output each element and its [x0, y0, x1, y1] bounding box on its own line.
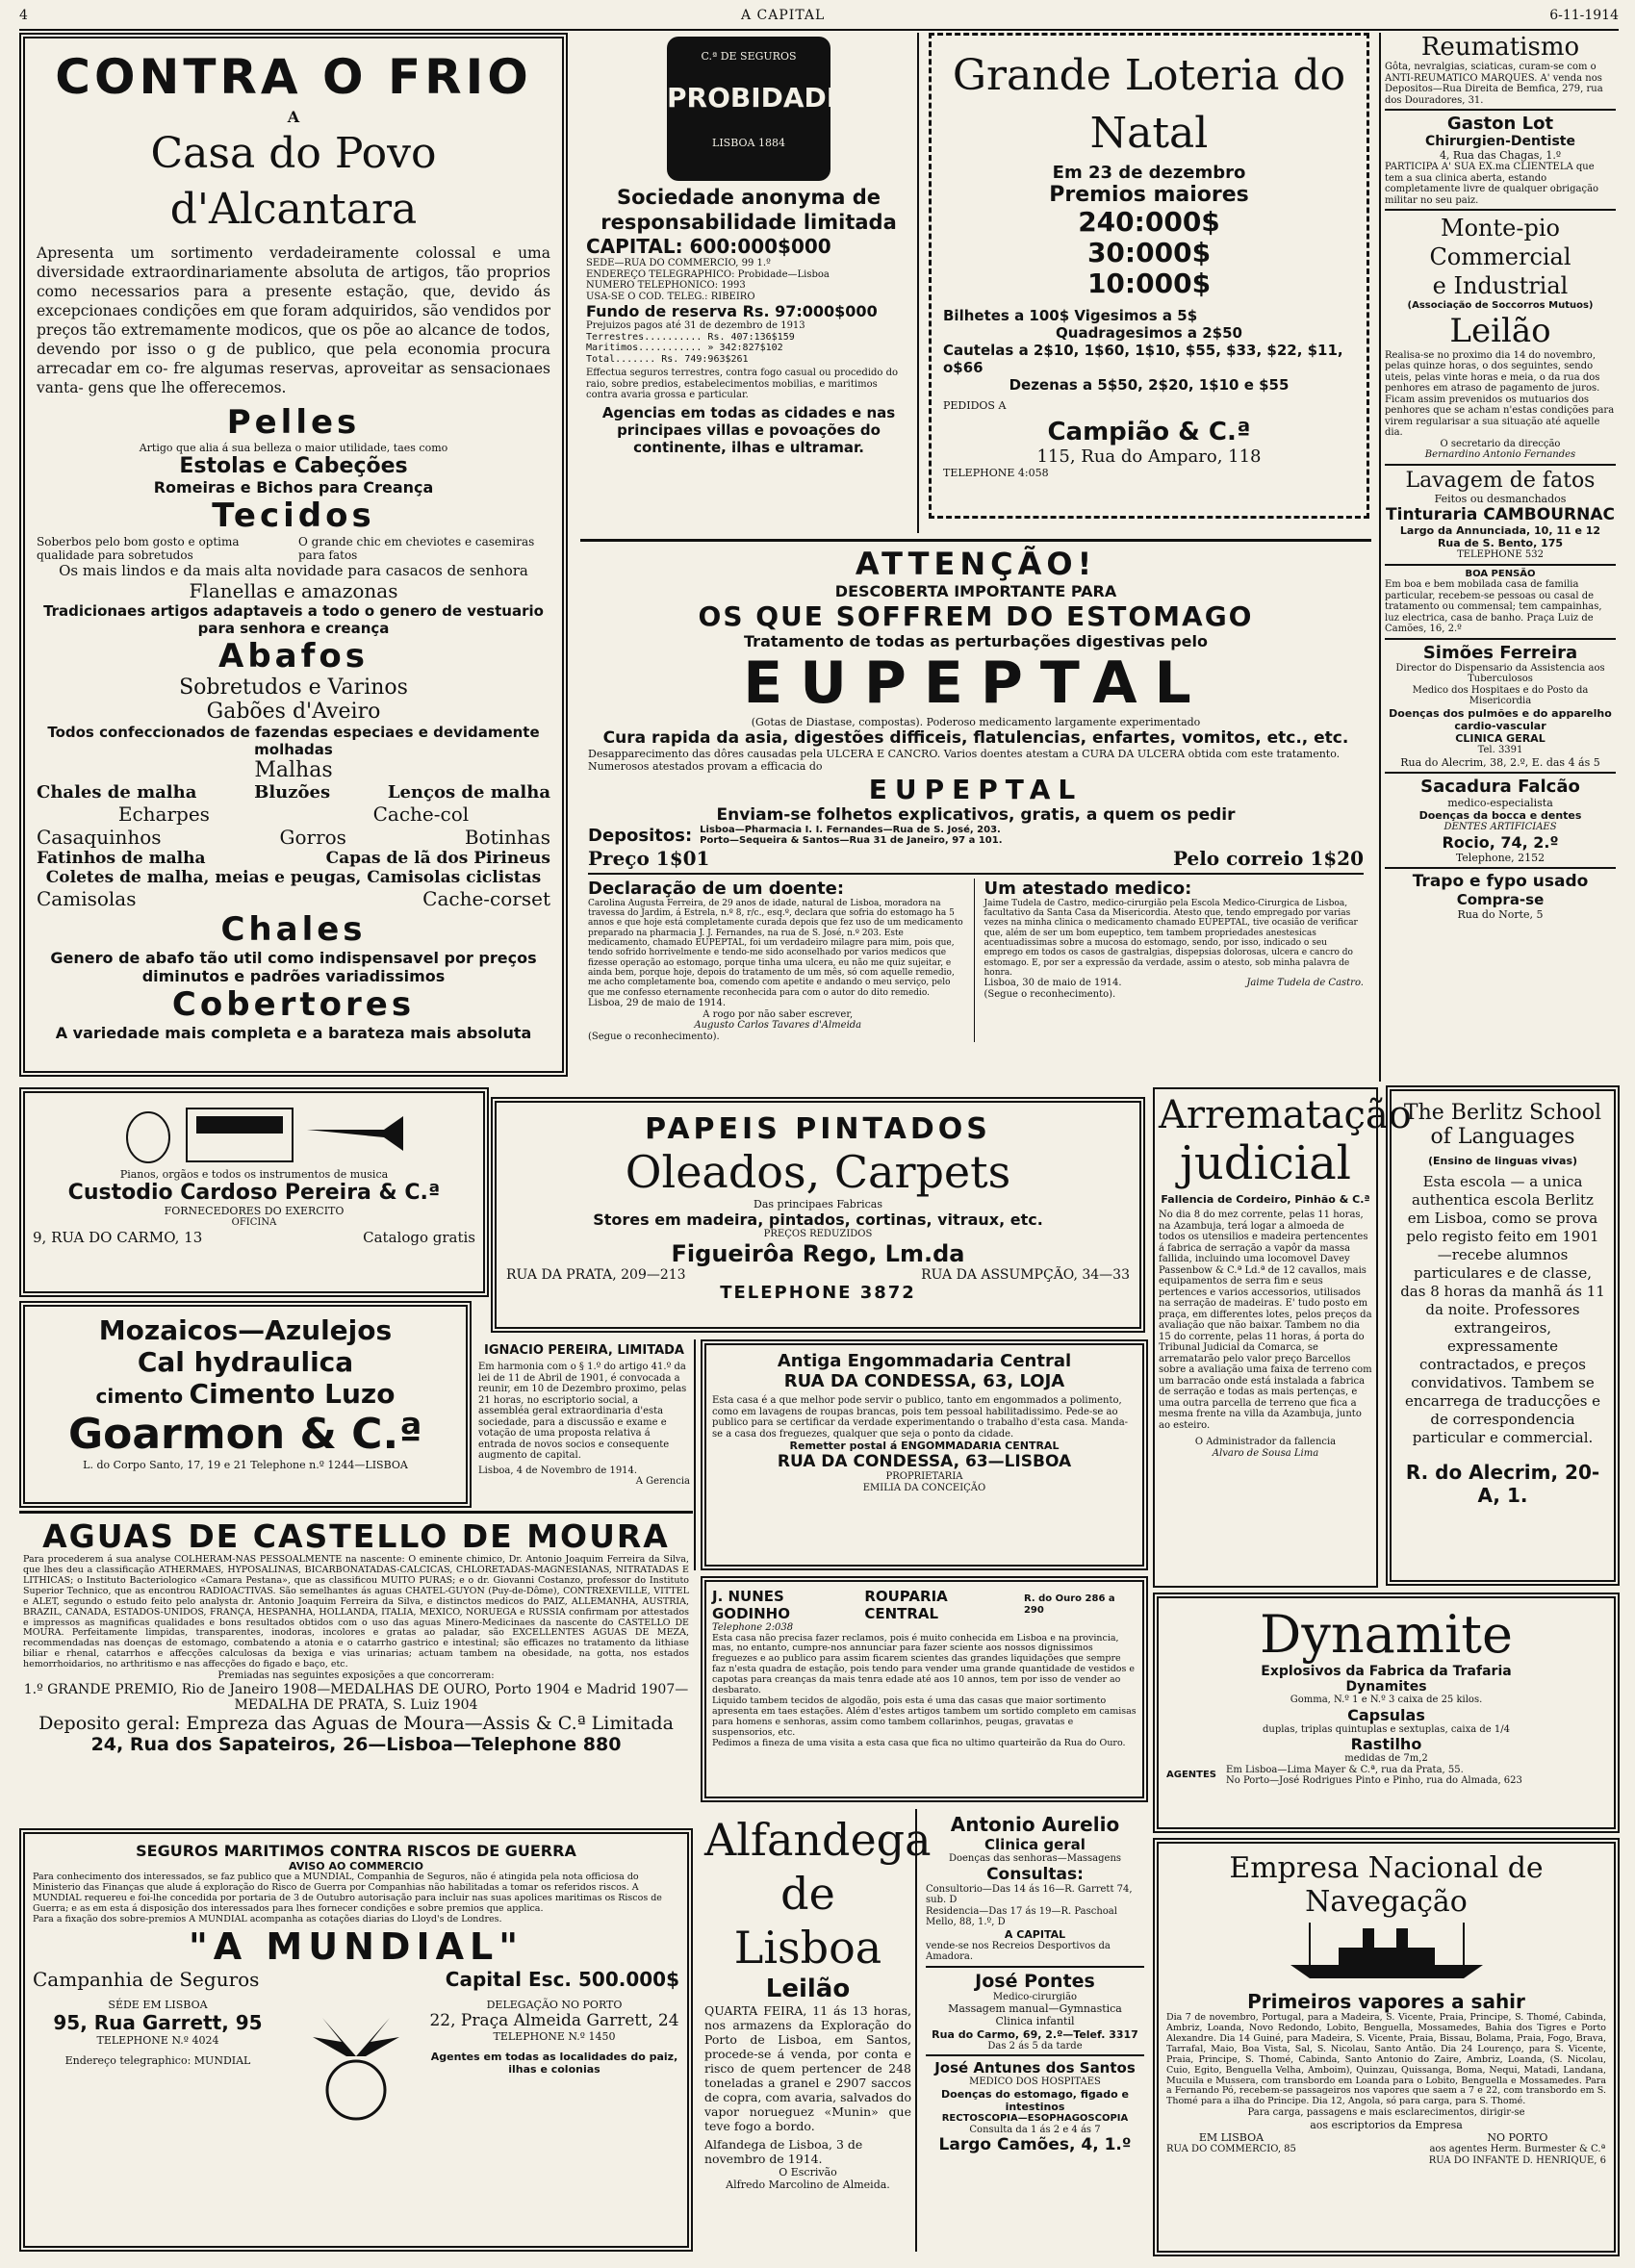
- loteria-bilhetes: Bilhetes a 100$ Vigesimos a 5$: [943, 307, 1198, 324]
- papeis-precos: PREÇOS REDUZIDOS: [763, 1229, 873, 1240]
- probidade-agencias: Agencias em todas as cidades e nas principaes villas e povoações do continente, ilhas e ultramar.: [601, 403, 896, 456]
- santos-horas: Consulta da 1 ás 2 e 4 ás 7: [969, 2124, 1101, 2135]
- mundial-sede: SÉDE EM LISBOA: [108, 1998, 208, 2011]
- dynamite-capsulas-sub: duplas, triplas quintuplas e sextuplas, caixa de 1/4: [1262, 1723, 1510, 1735]
- berlitz-title-1: The Berlitz School: [1403, 1101, 1602, 1125]
- casa-povo-name: Casa do Povo d'Alcantara: [150, 129, 437, 234]
- malha-item: Botinhas: [464, 826, 550, 850]
- pensao-text: Em boa e bem mobilada casa de familia particular, recebem-se pessoas ou casal de tratamento ou commensal; tem campainhas, luz electrica, casa de banho. Praça Luiz de Camões, 16, 2.º: [1385, 579, 1602, 635]
- atestado-text: Jaime Tudela de Castro, medico-cirurgião pela Escola Medico-Cirurgica de Lisboa, facultativo da Santa Casa da Misericordia. Atesto que, tendo empregado por varias vezes na minha clinica o medicamento chamado EUPEPTAL, tive ocasião de verificar que, além de ser um bom eupeptico, tem tambem propriedades anestesicas acentuadissimas sobre a mucosa do estomago, sendo, por isso, indicado o seu emprego em todos os casos de gastralgias, dispepsias dolorosas, ulcera e cancro do estomago. E, por ser a expressão da verdade, assim o atesto, sob minha palavra de honra.: [984, 898, 1358, 978]
- papeis-oleados: Oleados, Carpets: [625, 1146, 1011, 1198]
- aguas-premiadas: Premiadas nas seguintes exposições a que concorreram:: [217, 1670, 495, 1682]
- nunes-text: Esta casa não precisa fazer reclamos, pois é muito conhecida em Lisboa e na provincia, mas, no entanto, cumpre-nos annunciar para fazer sciente aos nossos dignissimos freguezes e ao publico para assim ficarem scientes das grandes liquidações que sempre faz n'esta quadra de estação, pois tendo para vender uma grande quantidade de vestidos e capotas para creanças da mais tenra edade até aos 10 annos, tem por isso de vender ao desbarato.: [712, 1632, 1136, 1696]
- arrematacao-title-1: Arrematação: [1159, 1093, 1412, 1137]
- dynamite-agent-1: Em Lisboa—Lima Mayer & C.ª, rua da Prata, 55.: [1226, 1764, 1464, 1775]
- instruments-illustration: [33, 1101, 475, 1168]
- malha-item: Echarpes: [117, 803, 210, 827]
- atestado-date: Lisboa, 30 de maio de 1914.: [984, 978, 1122, 989]
- dynamite-dynamites: Dynamites: [1345, 1679, 1427, 1695]
- atestado-title: Um atestado medico:: [984, 878, 1192, 899]
- navegacao-primeiros: Primeiros vapores a sahir: [1247, 1990, 1525, 2013]
- loteria-morada: 115, Rua do Amparo, 118: [1036, 446, 1262, 468]
- malha-item: Fatinhos de malha: [37, 849, 206, 869]
- page-header: [19, 6, 1619, 31]
- estolas: Estolas e Cabeções: [179, 454, 408, 479]
- sacadura-title: Sacadura Falcão: [1420, 777, 1580, 797]
- probidade-maritimos: Maritimos........... » 342:827$102: [586, 343, 783, 353]
- declaracao-text: Carolina Augusta Ferreira, de 29 anos de idade, natural de Lisboa, moradora na travessa do Jardim, á Estrela, n.º 8, r/c., esq.º, declara que sofria do estomago ha 5 annos e que hoje está completamente curada depois que fez uso de um medicamento preparado na pharmacia J. J. Fernandes, na rua de S. José, n.º 203. Este medicamento, chamado EUPEPTAL, foi um verdadeiro milagre para mim, pois que, tendo sofrido horrivelmente e tendo-me sido aconselhado por varios medicos que fizesse operação ao estomago, porque tinha uma ulcera, eu não me quiz sujeitar, e ainda bem, porque hoje, depois do tratamento de um mês, só com aquelle remedio, me acho completamente boa, comendo com apetite e andando o meu serviço, pelo que me confesso eternamente reconhecida para com o autor do dito remedio.: [588, 898, 963, 998]
- aurelio-doencas: Doenças das senhoras—Massagens: [948, 1853, 1122, 1864]
- aurelio-cons-1: Consultorio—Das 14 ás 16—R. Garrett 74, sub. D: [926, 1883, 1133, 1905]
- eupeptal-enviam: Enviam-se folhetos explicativos, gratis, a quem os pedir: [716, 804, 1236, 825]
- custodio-catalogo: Catalogo gratis: [363, 1228, 475, 1246]
- probidade-ad: [580, 33, 919, 533]
- descoberta: DESCOBERTA IMPORTANTE PARA: [834, 582, 1117, 600]
- mozaicos-line-2: Cal hydraulica: [137, 1346, 354, 1378]
- navegacao-lisboa: EM LISBOA: [1198, 2130, 1265, 2144]
- probidade-total: Total....... Rs. 749:963$261: [586, 353, 749, 365]
- leilao-title: Leilão: [1449, 311, 1551, 350]
- gaston-text: PARTICIPA A' SUA EX.ma CLIENTELA que tem a sua clinica aberta, estando completamente livre de qualquer obrigação militar no seu paiz.: [1385, 162, 1599, 206]
- malha-item: Coletes de malha, meias e peugas, Camisolas ciclistas: [45, 868, 542, 888]
- malha-item: Cache-corset: [422, 887, 550, 911]
- mundial-ad: [19, 1828, 693, 2252]
- gaston-addr: 4, Rua das Chagas, 1.º: [1439, 149, 1562, 162]
- mundial-porto-addr: 22, Praça Almeida Garrett, 24: [429, 2010, 679, 2030]
- alfandega-nome: Alfredo Marcolino de Almeida.: [726, 2179, 890, 2192]
- probidade-prejuizos: Prejuizos pagos até 31 de dezembro de 1913: [586, 320, 805, 331]
- dynamite-ad: [1153, 1593, 1620, 1833]
- custodio-line1: Pianos, orgãos e todos os instrumentos de musica: [119, 1168, 389, 1181]
- mundial-porto-tel: TELEPHONE N.º 1450: [493, 2029, 616, 2043]
- eupeptal-name: EUPEPTAL: [743, 650, 1209, 717]
- custodio-name: Custodio Cardoso Pereira & C.ª: [67, 1181, 441, 1206]
- probidade-telefone: NUMERO TELEPHONICO: 1993: [586, 280, 746, 291]
- tecidos-heading: Tecidos: [212, 497, 375, 536]
- pensao-title: BOA PENSÃO: [1465, 568, 1536, 579]
- alfandega-date: Alfandega de Lisboa, 3 de novembro de 1914.: [704, 2137, 863, 2166]
- ignacio-gerencia: A Gerencia: [635, 1476, 690, 1487]
- engommadaria-nome: EMILIA DA CONCEIÇÃO: [862, 1482, 986, 1493]
- os-que-soffrem: OS QUE SOFFREM DO ESTOMAGO: [698, 600, 1254, 632]
- mundial-porto: DELEGAÇÃO NO PORTO: [486, 1998, 623, 2011]
- aguas-title: AGUAS DE CASTELLO DE MOURA: [42, 1517, 670, 1555]
- papeis-addr-2: RUA DA ASSUMPÇÃO, 34—33: [921, 1266, 1130, 1283]
- confeccionados: Todos confeccionados de fazendas especiaes e devidamente molhadas: [47, 724, 540, 759]
- aguas-text: Para procederem á sua analyse COLHERAM-NAS PESSOALMENTE na nascente: O eminente chimico, Dr. Antonio Joaquim Ferreira da Silva, que lhes deu a classificação ATHERMAES, HYPOSALINAS, BICARBONATADAS-CALCICAS, CHLORETADAS-MAGNESIANAS, NITRATADAS E LITHICAS; o Instituto Bacteriologico «Camara Pestana», que as classificou MUITO PURAS; e o dr. Giovanni Costanzo, professor do Instituto Superior Technico, que as encontrou RADIOACTIVAS. São semelhantes ás aguas CHATEL-GUYON (Puy-de-Dôme), CONTREXEVILLE, VITTEL e ALET, segundo o estudo feito pelo analysta dr. Antonio Joaquim Ferreira da Silva, e distinctos medicos do PAIZ, ALLEMANHA, AUSTRIA, BRAZIL, CANADA, ESTADOS-UNIDOS, FRANÇA, HESPANHA, HOLLANDA, ITALIA, MEXICO, NORUEGA e RUSSIA confirmam por attestados e impressos as magnificas qualidades e bons resultados obtidos com o uso das aguas Minero-Medicinaes da nascente do CASTELLO DE MOURA. Perfeitamente limpidas, transparentes, inodoras, incolores e gratas ao paladar, são EXCELLENTES AGUAS DE MEZA, recommendadas nas doenças de estomago, combatendo a atonia e o catarrho gastrico e intestinal; são efficazes no tratamento da lithiase biliar e rhenal, catarrhos e affecções calculosas da bexiga e vias urinarias; actuam tambem na obesidade, na gotta, nos estados hemorrhoidarios, no arthritismo e nas affecções do figado e baço, etc.: [23, 1554, 689, 1670]
- papeis-tel: TELEPHONE 3872: [720, 1282, 916, 1303]
- casa-povo-intro: Apresenta um sortimento verdadeiramente colossal e uma diversidade extraordinariamente absoluta de artigos, tão proprios como necessarios para a presente estação, que, devido ás excepcionaes condições em que foram adquiridos, são vendidos por preços tão extremamente modicos, que os põe ao alcance de todos, devendo por isso o g de publico, que pela economia procura arrecadar em co- fre algumas reservas, aproveitar as sensacionaes vanta- gens que lhe offerecemos.: [37, 244, 550, 396]
- mozaicos-cimento-luzo: Cimento Luzo: [189, 1378, 396, 1410]
- papeis-figueiroa: Figueirôa Rego, Lm.da: [671, 1239, 965, 1267]
- dynamite-title: Dynamite: [1260, 1604, 1513, 1665]
- alfandega-esc: O Escrivão: [779, 2166, 837, 2179]
- flanellas: Flanellas e amazonas: [189, 579, 398, 603]
- pontes-text: Massagem manual—Gymnastica: [948, 2002, 1122, 2016]
- mundial-aviso: AVISO AO COMMERCIO: [289, 1860, 423, 1873]
- alfandega-ad: [701, 1809, 932, 2252]
- simoes-text-1: Director do Dispensario da Assistencia aos Tuberculosos: [1395, 662, 1605, 685]
- right-column: [1379, 33, 1620, 1082]
- pontes-horas: Das 2 ás 5 da tarde: [987, 2040, 1083, 2051]
- premio-1: 240:000$: [1078, 206, 1220, 238]
- mozaicos-line-1: Mozaicos—Azulejos: [98, 1314, 393, 1346]
- badge-top-text: C.ª DE SEGUROS: [701, 50, 797, 63]
- engommadaria-prop: PROPRIETARIA: [885, 1471, 963, 1483]
- papeis-fabricas: Das principaes Fabricas: [754, 1198, 882, 1210]
- declaracao-seg: (Segue o reconhecimento).: [588, 1031, 720, 1042]
- gaboes: Gabões d'Aveiro: [206, 700, 381, 725]
- page-date: 6-11-1914: [1549, 8, 1619, 23]
- engommadaria-addr: RUA DA CONDESSA, 63, LOJA: [783, 1371, 1065, 1391]
- probidade-fundo: Fundo de reserva Rs. 97:000$000: [586, 302, 878, 320]
- aurelio-sub: Clinica geral: [984, 1836, 1086, 1853]
- mozaicos-ad: [19, 1301, 472, 1508]
- simoes-addr: Rua do Alecrim, 38, 2.º, E. das 4 ás 5: [1400, 755, 1600, 769]
- eupeptal-name-2: EUPEPTAL: [868, 773, 1084, 805]
- simoes-title: Simões Ferreira: [1422, 642, 1578, 663]
- loteria-telefone: TELEPHONE 4:058: [943, 467, 1049, 480]
- aguas-dep-addr: 24, Rua dos Sapateiros, 26—Lisboa—Telephone 880: [90, 1733, 622, 1755]
- montepio-title-1: Monte-pio Commercial: [1429, 215, 1571, 271]
- declaracao-title: Declaração de um doente:: [588, 878, 845, 899]
- ignacio-text: Em harmonia com o § 1.º do artigo 41.º da lei de 11 de Abril de 1901, é convocada a reunir, em 10 de Dezembro proximo, pelas 21 horas, no escriptorio social, a assembléa geral extraordinaria d'esta sociedade, para a discussão e exame e votação de uma proposta relativa á entrada de novos socios e consequente augmento de capital.: [478, 1362, 687, 1461]
- montepio-title-2: e Industrial: [1432, 272, 1569, 300]
- leilao-sec: O secretario da direcção: [1440, 438, 1561, 449]
- papeis-stores: Stores em madeira, pintados, cortinas, vitraux, etc.: [593, 1210, 1043, 1230]
- simoes-clinica: CLINICA GERAL: [1455, 732, 1546, 746]
- navegacao-lis-addr: RUA DO COMMERCIO, 85: [1166, 2144, 1296, 2155]
- engommadaria-addr-2: RUA DA CONDESSA, 63—LISBOA: [777, 1452, 1072, 1472]
- reumatismo-title: Reumatismo: [1420, 33, 1580, 62]
- mundial-company: Campanhia de Seguros: [33, 1967, 260, 1991]
- eupeptal-preco: Preço 1$01: [588, 846, 710, 870]
- probidade-title: Sociedade anonyma de responsabilidade limitada: [600, 186, 897, 234]
- probidade-seguros: Effectua seguros terrestres, contra fogo casual ou procedido do raio, sobre predios, estabelecimentos mobilias, e maritimos contra avaria grossa e particular.: [586, 368, 899, 400]
- gaston-title: Gaston Lot: [1446, 114, 1554, 134]
- tint-tel: TELEPHONE 532: [1457, 549, 1544, 561]
- sacadura-tel: Telephone, 2152: [1455, 851, 1546, 864]
- steamship-icon: [1166, 1919, 1606, 1990]
- montepio-sub: (Associação de Soccorros Mutuos): [1407, 300, 1594, 312]
- nunes-ad: [701, 1576, 1148, 1802]
- papeis-addr-1: RUA DA PRATA, 209—213: [506, 1266, 686, 1283]
- contra-frio-headline: CONTRA O FRIO: [55, 49, 532, 105]
- nunes-text-3: Pedimos a fineza de uma visita a esta casa que fica no ultimo quarteirão da Rua do Ouro.: [712, 1737, 1126, 1748]
- simoes-tel: Tel. 3391: [1477, 745, 1523, 756]
- premio-3: 10:000$: [1086, 268, 1212, 299]
- probidade-sede: SEDE—RUA DO COMMERCIO, 99 1.º: [586, 258, 771, 268]
- santos-sub: MEDICO DOS HOSPITAES: [969, 2077, 1101, 2088]
- alfandega-leilao: Leilão: [765, 1975, 851, 2003]
- nunes-addr: R. do Ouro 286 a 290: [1023, 1593, 1115, 1616]
- loteria-quadra: Quadragesimos a 2$50: [1056, 324, 1242, 342]
- tint-addr-2: Rua de S. Bento, 175: [1437, 537, 1564, 550]
- mundial-name: "A MUNDIAL": [188, 1924, 524, 1968]
- probidade-badge: [667, 37, 845, 181]
- eupeptal-dep-2: Porto—Sequeira & Santos—Rua 31 de Janeiro, 97 a 101.: [700, 835, 1003, 847]
- loteria-title: Grande Loteria do Natal: [952, 51, 1346, 158]
- malha-item: Cache-col: [372, 803, 470, 827]
- capital-venda-title: A CAPITAL: [1004, 1927, 1066, 1941]
- headline-a: A: [287, 108, 300, 126]
- pontes-clinica: Clinica infantil: [995, 2015, 1075, 2028]
- sacadura-sub: medico-especialista: [1447, 797, 1553, 809]
- aurelio-cons-2: Residencia—Das 17 ás 19—R. Paschoal Mello, 88, 1.º, D: [926, 1905, 1117, 1927]
- lavagem-title: Lavagem de fatos: [1405, 468, 1596, 493]
- nunes-name: J. NUNES GODINHO: [712, 1588, 790, 1622]
- mundial-capital: Capital Esc. 500.000$: [445, 1967, 679, 1991]
- badge-name: PROBIDADE: [667, 82, 845, 115]
- pontes-addr: Rua do Carmo, 69, 2.º—Telef. 3317: [932, 2027, 1138, 2041]
- premio-2: 30:000$: [1086, 237, 1212, 268]
- gaston-sub: Chirurgien-Dentiste: [1424, 134, 1575, 149]
- dynamite-capsulas: Capsulas: [1347, 1705, 1425, 1724]
- casa-povo-ad: [19, 33, 568, 1077]
- aurelio-consultas: Consultas:: [986, 1864, 1084, 1884]
- ignacio-title: IGNACIO PEREIRA, LIMITADA: [484, 1343, 684, 1358]
- dynamite-rastilho: Rastilho: [1350, 1735, 1422, 1753]
- aurelio-name: Antonio Aurelio: [950, 1813, 1120, 1836]
- mundial-text: Para conhecimento dos interessados, se faz publico que a MUNDIAL, Companhia de Seguros, não é atingida pela nota officiosa do Ministerio das Finanças que alude á exploração do Risco de Guerra por Companhias não habilitadas a tomar os referidos riscos. A MUNDIAL requereu e foi-lhe concedida por portaria de 3 de Outubro autorisação para incluir nas suas apolices maritimas os Riscos de Guerra; e as em esta á disposição dos interessados para lhes fornecer condições e sobre premios que applica.: [33, 1872, 662, 1914]
- malha-item: Camisolas: [37, 887, 137, 911]
- probidade-terrestres: Terrestres.......... Rs. 407:136$159: [586, 331, 795, 343]
- navegacao-porto: NO PORTO: [1487, 2130, 1548, 2144]
- capital-venda-text: vende-se nos Recreios Desportivos da Amadora.: [926, 1940, 1111, 1963]
- malhas: Malhas: [254, 758, 333, 783]
- malha-item: Capas de lã dos Pirineus: [325, 849, 550, 869]
- atestado-seg: (Segue o reconhecimento).: [984, 988, 1116, 1000]
- navegacao-title: Empresa Nacional de Navegação: [1229, 1851, 1544, 1919]
- arrematacao-nome: Alvaro de Sousa Lima: [1212, 1447, 1319, 1459]
- trapo-title: Trapo e fypo usado: [1412, 872, 1589, 892]
- nunes-tel: Telephone 2:038: [712, 1622, 794, 1633]
- sobretudos: Sobretudos e Varinos: [179, 675, 408, 701]
- engommadaria-remeter: Remetter postal á ENGOMMADARIA CENTRAL: [789, 1440, 1060, 1452]
- pontes-sub: Medico-cirurgião: [992, 1991, 1078, 2002]
- eupeptal-correio: Pelo correio 1$20: [1172, 846, 1364, 870]
- mundial-sede-tel: TELEPHONE N.º 4024: [96, 2033, 219, 2047]
- tecidos-right: O grande chic em cheviotes e casemiras para fatos: [298, 535, 535, 563]
- santos-rectoscopia: RECTOSCOPIA—ESOPHAGOSCOPIA: [941, 2113, 1129, 2125]
- dynamite-agentes: AGENTES: [1166, 1770, 1217, 1781]
- papeis-ad: [491, 1097, 1145, 1333]
- tecidos-left: Soberbos pelo bom gosto e optima qualidade para sobretudos: [37, 535, 240, 563]
- attencao-heading: ATTENÇÃO!: [855, 546, 1097, 582]
- leilao-text: Realisa-se no proximo dia 14 do novembro, pelas quinze horas, o dos seguintes, sendo uteis, pelas vinte horas e meia, o da rua dos penhores em atraso de pagamento de juros. Ficam assim prevenidos os mutuarios dos penhores que se acham n'estas condições para virem regularisar a sua situação até aquelle dia.: [1385, 349, 1615, 439]
- arrematacao-title-2: judicial: [1179, 1136, 1352, 1190]
- atestado-sign: Jaime Tudela de Castro.: [1246, 978, 1364, 989]
- engommadaria-ad: [701, 1339, 1148, 1570]
- reumatismo-text: Gôta, nevralgias, sciaticas, curam-se com o ANTI-REUMATICO MARQUES. A' venda nos Depositos—Rua Direita de Bemfica, 279, rua dos Douradores, 31.: [1385, 62, 1603, 106]
- dynamite-agent-2: No Porto—José Rodrigues Pinto e Pinho, rua do Almada, 623: [1226, 1775, 1522, 1786]
- tint-addr-1: Largo da Annunciada, 10, 11 e 12: [1399, 523, 1601, 537]
- arrematacao-adm: O Administrador da fallencia: [1194, 1437, 1337, 1448]
- probidade-capital: CAPITAL: 600:000$000: [586, 235, 831, 258]
- chales-sub: Genero de abafo tão util como indispensavel por preços diminutos e padrões variadissimos: [50, 949, 537, 986]
- berlitz-addr: R. do Alecrim, 20-A, 1.: [1405, 1461, 1600, 1508]
- santos-addr: Largo Camões, 4, 1.º: [938, 2135, 1132, 2155]
- malha-item: Chales de malha: [37, 782, 197, 803]
- nunes-text-2: Liquido tambem tecidos de algodão, pois esta é uma das casas que maior sortimento apresenta em taes estações. Além d'estes artigos tambem um sortido completo em camisas para homens e senhoras, assim como tambem collarinhos, peugas, gravatas e suspensorios, etc.: [712, 1695, 1137, 1738]
- mozaicos-name: Goarmon & C.ª: [68, 1410, 422, 1459]
- loteria-date: Em 23 de dezembro: [1052, 163, 1246, 183]
- page-number: 4: [19, 8, 28, 23]
- dynamite-medidas: medidas de 7m,2: [1344, 1753, 1428, 1764]
- trapo-sub: Compra-se: [1456, 891, 1545, 909]
- eupeptal-cura: Cura rapida da asia, digestões difficeis, flatulencias, enfartes, vomitos, etc., etc.: [602, 728, 1349, 749]
- malha-item: Gorros: [279, 826, 346, 850]
- violin-icon: [127, 1112, 169, 1162]
- berlitz-sub: (Ensino de linguas vivas): [1427, 1155, 1578, 1167]
- tratamento: Tratamento de todas as perturbações digestivas pelo: [744, 632, 1208, 650]
- loteria-dezenas: Dezenas a 5$50, 2$20, 1$10 e $55: [1009, 376, 1290, 394]
- dynamite-sub: Explosivos da Fabrica da Trafaria: [1261, 1664, 1512, 1679]
- loteria-campiao: Campião & C.ª: [1047, 418, 1251, 447]
- santos-name: José Antunes dos Santos: [934, 2059, 1136, 2077]
- sacadura-addr: Rocio, 74, 2.º: [1442, 832, 1559, 852]
- simoes-text-2: Medico dos Hospitaes e do Posto da Misericordia: [1412, 684, 1589, 707]
- santos-text: Doenças do estomago, figado e intestinos: [941, 2087, 1129, 2113]
- arrematacao-text: No dia 8 do mez corrente, pelas 11 horas, na Azambuja, terá logar a almoeda de todos os utensilios e madeira pertencentes á fabrica de serração a vapôr da massa fallida, incluindo uma locomovel Davey Passenbow & C.ª Ld.ª de 12 cavallos, mais equipamentos de serra fim e seus pertences e varios accessorios, utilisados na serração de madeiras. E' tudo posto em praça, em differentes lotes, pelos preços da avaliação que não baixar. Tambem no dia 15 do corrente, pelas 11 horas, á porta do Tribunal Judicial da Comarca, se arrematarão pelo valor preço Barcellos sobre a avaliação uma faixa de terreno com um barracão onde está instalada a fabrica de serração e todas as mais pertenças, e uma outra parcella de terreno que fica a mesma frente na villa da Azambuja, junto ao esteiro.: [1159, 1210, 1372, 1431]
- pelles-sub: Artigo que alia á sua belleza o maior utilidade, taes como: [139, 442, 448, 454]
- leilao-nome: Bernardino Antonio Fernandes: [1424, 449, 1576, 461]
- tecidos-novidade: Os mais lindos e da mais alta novidade para casacos de senhora: [59, 562, 528, 580]
- custodio-oficina: OFICINA: [231, 1217, 277, 1229]
- trapo-addr: Rua do Norte, 5: [1457, 908, 1544, 922]
- cobertores-heading: Cobertores: [171, 985, 416, 1025]
- mundial-title: SEGUROS MARITIMOS CONTRA RISCOS DE GUERRA: [136, 1842, 576, 1860]
- eupeptal-desapp: Desapparecimento das dôres causadas pela ULCERA E CANCRO. Varios doentes atestam a CURA DA ULCERA obtida com este tratamento. Numerosos atestados provam a efficacia do: [588, 748, 1341, 774]
- malha-item: Bluzões: [254, 782, 331, 803]
- pelles-heading: Pelles: [226, 403, 361, 442]
- mundial-text-2: Para a fixação dos sobre-premios A MUNDIAL acompanha as cotações diarias do Lloyd's de Londres.: [33, 1913, 502, 1924]
- chales-heading: Chales: [220, 910, 367, 950]
- custodio-forn: FORNECEDORES DO EXERCITO: [164, 1205, 345, 1218]
- navegacao-carga: Para carga, passagens e mais esclarecimentos, dirigir-se: [1247, 2107, 1525, 2119]
- declaracao-rogo: A rogo por não saber escrever,: [703, 1008, 854, 1020]
- mundial-sede-addr: 95, Rua Garrett, 95: [53, 2010, 263, 2034]
- papeis-title: PAPEIS PINTADOS: [645, 1112, 991, 1146]
- custodio-ad: [19, 1087, 489, 1297]
- badge-bottom-text: LISBOA 1884: [712, 137, 785, 150]
- trumpet-icon: [307, 1116, 403, 1151]
- tradicionaes: Tradicionaes artigos adaptaveis a todo o genero de vestuario para senhora e creança: [43, 602, 544, 638]
- berlitz-ad: [1386, 1085, 1620, 1586]
- mozaicos-addr: L. do Corpo Santo, 17, 19 e 21 Telephone n.º 1244—LISBOA: [83, 1459, 408, 1471]
- malha-item: Lenços de malha: [387, 782, 550, 803]
- ignacio-date: Lisboa, 4 de Novembro de 1914.: [478, 1465, 638, 1476]
- cobertores-sub: A variedade mais completa e a barateza mais absoluta: [55, 1024, 532, 1043]
- eupeptal-gotas: (Gotas de Diastase, compostas). Poderoso medicamento largamente experimentado: [751, 716, 1201, 728]
- probidade-endereco: ENDEREÇO TELEGRAPHICO: Probidade—Lisboa: [586, 268, 830, 280]
- medicos-column: [922, 1809, 1148, 2252]
- eupeptal-ad: [580, 539, 1371, 1083]
- aguas-premio: 1.º GRANDE PREMIO, Rio de Janeiro 1908—MEDALHAS DE OURO, Porto 1904 e Madrid 1907—MEDALHA DE PRATA, S. Luiz 1904: [23, 1681, 689, 1713]
- declaracao-sign: Augusto Carlos Tavares d'Almeida: [694, 1020, 862, 1031]
- berlitz-title-2: of Languages: [1430, 1125, 1575, 1149]
- mozaicos-cimento: cimento: [95, 1385, 184, 1408]
- navegacao-porto-agent: aos agentes Herm. Burmester & C.ª: [1429, 2144, 1606, 2155]
- romeiras: Romeiras e Bichos para Creança: [153, 478, 434, 497]
- dynamite-gomma: Gomma, N.º 1 e N.º 3 caixa de 25 kilos.: [1290, 1695, 1483, 1705]
- alfandega-title-2: de Lisboa: [733, 1868, 882, 1974]
- berlitz-text: Esta escola — a unica authentica escola Berlitz em Lisboa, como se prova pelo registo feito em 1901—recebe alumnos particulares e de classe, das 8 horas da manhã ás 11 da noite. Professores extrangeiros, expressamente contractados, e preços convidativos. Tambem se encarrega de traducções e de correspondencia particular e commercial.: [1400, 1173, 1605, 1447]
- abafos-heading: Abafos: [218, 637, 369, 676]
- eagle-globe-icon: [303, 1999, 409, 2128]
- navegacao-text: Dia 7 de novembro, Portugal, para a Madeira, S. Vicente, Praia, Principe, S. Thomé, Cabinda, Ambriz, Loanda, Novo Redondo, Lobito, Benguella, Mossamedes, Bahia dos Tigres e Porto Alexandre. Dia 14 Guiné, para Madeira, S. Vicente, Praia, Bissau, Bolama, Praia, Fogo, Brava, Tarrafal, Maio, Boa Vista, Sal, S. Nicolau, Santo Antão. Dia 24 Lourenço, para S. Vicente, Praia, Principe, S. Thomé, Cabinda, Santo Antonio do Zaire, Ambriz, Loanda, (S. Nicolau, Cuio, Egito, Benguella Velha, Amboim), Quinzau, Quissanga, Boma, Nequi, Matadi, Landana, Mucuila e Mussera, com transbordo em Loanda para o Lobito, Benguella e Mossamedes. Para a Fernando Pó, recebem-se passageiros nos vapores que saem a 7 e 22, com transbordo em S. Thomé para a ilha do Principe. Dia 12, Angola, só para carga, para S. Thomé.: [1166, 2012, 1606, 2107]
- navegacao-esc: aos escriptorios da Empresa: [1310, 2118, 1463, 2131]
- custodio-addr: 9, RUA DO CARMO, 13: [33, 1228, 203, 1246]
- probidade-codigo: USA-SE O COD. TELEG.: RIBEIRO: [586, 291, 755, 302]
- mundial-agentes: Agentes em todas as localidades do paiz, ilhas e colonias: [430, 2051, 678, 2077]
- alfandega-title-1: Alfandega: [704, 1814, 932, 1866]
- arrematacao-fal: Fallencia de Cordeiro, Pinhão & C.ª: [1161, 1193, 1370, 1206]
- lavagem-sub: Feitos ou desmanchados: [1434, 492, 1567, 505]
- malha-item: Casaquinhos: [37, 826, 162, 850]
- aguas-ad: [19, 1511, 693, 1823]
- eupeptal-dep-1: Lisboa—Pharmacia I. I. Fernandes—Rua de S. José, 203.: [700, 824, 1001, 835]
- loteria-cautelas: Cautelas a 2$10, 1$60, 1$10, $55, $33, $22, $11, o$66: [943, 342, 1343, 376]
- loteria-ad: [929, 33, 1369, 519]
- sacadura-text-1: Doenças da bocca e dentes: [1418, 809, 1582, 823]
- newspaper-title: A CAPITAL: [741, 8, 826, 23]
- loteria-pedidos: PEDIDOS A: [943, 399, 1007, 412]
- declaracao-date: Lisboa, 29 de maio de 1914.: [588, 998, 727, 1008]
- navegacao-porto-addr: RUA DO INFANTE D. HENRIQUE, 6: [1428, 2154, 1606, 2166]
- engommadaria-text: Esta casa é a que melhor pode servir o publico, tanto em engommados a polimento, como em lavagens de roupas brancas, pois tem pessoal habilitadissimo. Pede-se ao publico para se certificar da verdade experimentando o trabalho d'esta casa. Manda-se a casa dos freguezes, qualquer que seja o ponto da cidade.: [712, 1395, 1129, 1440]
- simoes-text-3: Doenças dos pulmões e do apparelho cardio-vascular: [1389, 706, 1612, 732]
- eupeptal-depositos: Depositos:: [588, 825, 693, 846]
- arrematacao-ad: [1153, 1087, 1412, 1588]
- nunes-store: ROUPARIA CENTRAL: [864, 1588, 948, 1622]
- sacadura-text-2: DENTES ARTIFICIAES: [1443, 822, 1557, 833]
- navegacao-ad: [1153, 1838, 1620, 2256]
- tinturaria-name: Tinturaria CAMBOURNAC: [1386, 504, 1615, 524]
- loteria-premios: Premios maiores: [1049, 183, 1249, 207]
- mundial-endereco: Endereço telegraphico: MUNDIAL: [64, 2054, 251, 2068]
- alfandega-text: QUARTA FEIRA, 11 ás 13 horas, nos armazens da Exploração do Porto de Lisboa, em Santos, procede-se á venda, por conta e risco de quem pertencer de 248 toneladas a granel e 2907 saccos de copra, com avaria, salvados do vapor norueguez «Munin» que teve fogo a bordo.: [704, 2003, 911, 2133]
- pontes-name: José Pontes: [975, 1970, 1095, 1992]
- aguas-deposito: Deposito geral: Empreza das Aguas de Moura—Assis & C.ª Limitada: [38, 1712, 674, 1734]
- engommadaria-title: Antiga Engommadaria Central: [777, 1351, 1072, 1371]
